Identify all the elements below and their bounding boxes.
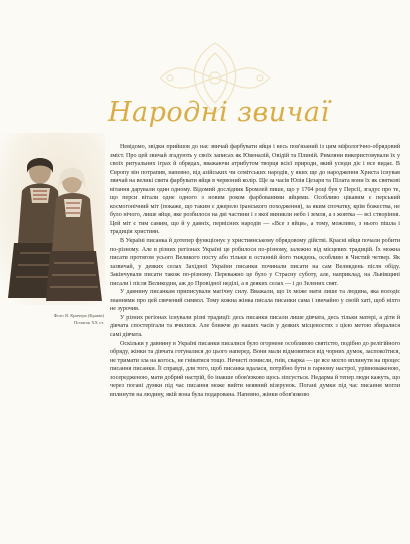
paragraph: У різних регіонах існували різні традиції: десь писанки писали лише дівчата, десь тільки матері, а діти й дівчата спостерігали та вчилися. Але ближче до наших часів у деяких місцевостях з цією метою збиралися самі дівчата. <box>110 314 400 339</box>
portrait-photo-icon <box>0 133 105 305</box>
caption-line-1: Фото Я. Кричера (Краків) <box>53 313 104 318</box>
paragraph: У давнину писанкам приписували магічну силу. Вважали, що їх може мати лише та людина, яка володіє знаннями про цей свячений символ. Тому кожна жінка писала писанки сама і звичайно у своїй хаті, щоб ніхто не зурочив. <box>110 289 400 313</box>
paragraph: Невідомо, звідки прийшов до нас звичай фарбувати яйця і весь пов'язаний із цим міфологічно-обрядовий зміст. Про цей звичай згадують у своїх записах як Ювеналій, Овідій та Плиній. Римляни використовували їх у своїх ритуальних іграх й обрядах, вважаючи атрибутом творця всієї природи, який усюди діє і все видає. В Європу він потрапив, напевно, від азійських чи семітських народів, у яких ще до народження Христа існував звичай на великі свята фарбувати яйця в червоний колір. Ще за часів Юлія Цезаря та Пілата вони їх як святкові вітання дарували один одному. Відомий дослідник Бромлей пише, що у 1704 році був у Персії, згадує про те, що перси вітали одне одного з новим роком фарбованими яйцями. Особливо цікавим є перський космогонічний міт (покаже, що таким є джерело іранського походження), за яким спочатку, крім божества, не було нічого, лише яйце, яке розбилося на дві частини і з якої виникли небо і земля, а з жовтка — всі створіння. Цей міт є тим самим, що й у давніх, первісних народів — «Все з яйця», а тому, можливо, з нього пішла і традиція християн. <box>110 144 400 236</box>
page-title: Народні звичаї <box>108 97 330 128</box>
article-body <box>110 143 400 399</box>
paragraph: Оскільки у давнину в Україні писанки писалися було огорнене особливою святістю, подібно до релігійного обряду, жінки та дівчата готувалися до цього наперед. Вони мали відмовитися від чорних думок, заспокоїтися, не тримати зла на когось, не гніватися тощо. Нечисті помисли, гнів, сварка — це все могло вплинути на процес писання писанки. Її справді, для того, щоб писанка вдалася, потрібно бути в гарному настрої, урівноваженою, зосередженою, мати добрий настрій, бо інакше обов'язково щось зіпсується. Недарма й тепер люди кажуть, що через погані думки під час писання може вийти неявний візерунок. Погані думки під час писання могли вплинути на людину, якій вона була подарована. Напевно, жінки обов'язково <box>110 340 400 398</box>
paragraph: В Україні писанка й дотепер функціонує у християнському обрядовому дійстві. Красні яйця почали робити по-різному. Але в різних регіонах Україні це робилося по-різному, залежно від місцевих традицій. Їх можна писати протягом усього Великого посту або тільки в останній його тиждень, особливо в Чистий четвер. Як зазвичай, у деяких селах Західної України писанки починали писати на сам Великдень після обіду. Закінчували писати також по-різному. Переважно це було у Страсну суботу, але, наприклад, на Львівщині писали і після Великодня, аж до Провідної неділі, а в деяких селах — і до Зелених свят. <box>110 238 400 287</box>
caption-line-2: Початок ХХ ст. <box>74 319 104 325</box>
photo-caption <box>8 313 104 326</box>
